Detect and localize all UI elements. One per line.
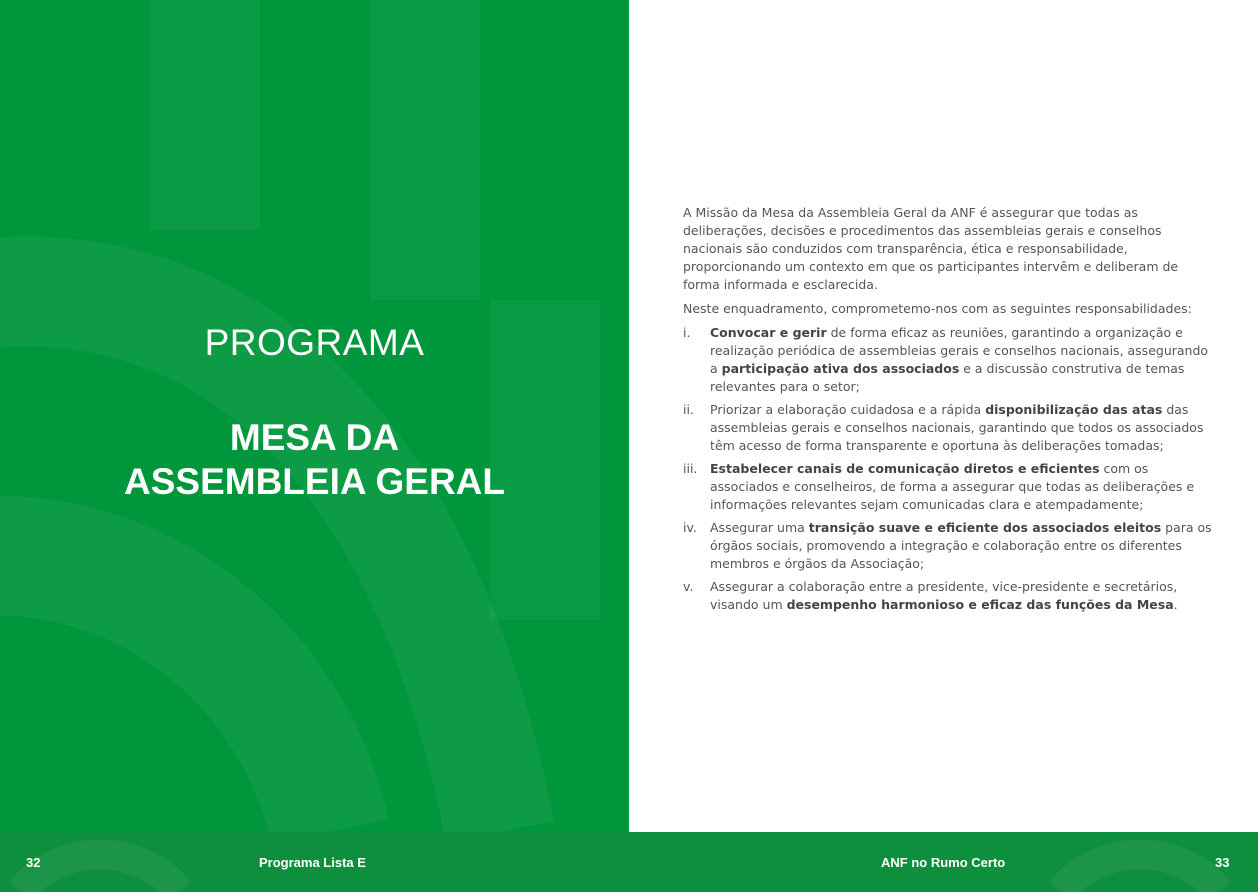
- left-page: [0, 0, 629, 832]
- list-item-emphasis: participação ativa dos associados: [721, 361, 960, 376]
- list-item-text: e a discussão construtiva de temas relevantes para o setor;: [710, 361, 1185, 394]
- list-item-emphasis: desempenho harmonioso e eficaz das funções da Mesa: [786, 597, 1174, 612]
- list-item-number: ii.: [683, 402, 694, 417]
- list-item: [683, 401, 1213, 455]
- list-item-text: Assegurar uma: [710, 520, 809, 535]
- page-title-line-2: ASSEMBLEIA GERAL: [124, 461, 505, 502]
- list-item-text: com os associados e conselheiros, de forma a assegurar que todas as deliberações e informações relevantes sejam comunicadas clara e atempadamente;: [710, 461, 1195, 512]
- page-title-line-1: MESA DA: [229, 417, 400, 458]
- list-item-text: das assembleias gerais e conselhos nacionais, garantindo que todos os associados têm acesso de forma transparente e oportuna às deliberações tomadas;: [710, 402, 1204, 453]
- list-item-emphasis: disponibilização das atas: [985, 402, 1163, 417]
- responsibilities-list: [683, 324, 1213, 614]
- list-item-emphasis: Convocar e gerir: [710, 325, 827, 340]
- section-kicker: PROGRAMA: [204, 322, 425, 363]
- lead-paragraph: Neste enquadramento, comprometemo-nos com as seguintes responsabilidades:: [683, 301, 1192, 316]
- list-item-text: para os órgãos sociais, promovendo a integração e colaboração entre os diferentes membros e órgãos da Associação;: [710, 520, 1212, 571]
- list-item-emphasis: transição suave e eficiente dos associados eleitos: [808, 520, 1162, 535]
- footer-bar: [0, 832, 1258, 892]
- list-item-number: v.: [683, 579, 694, 594]
- body-text: [683, 204, 1213, 619]
- list-item-text: .: [1173, 597, 1178, 612]
- list-item-emphasis: Estabelecer canais de comunicação diretos e eficientes: [710, 461, 1100, 476]
- list-item-text: Priorizar a elaboração cuidadosa e a rápida: [710, 402, 986, 417]
- footer-label-left: Programa Lista E: [259, 855, 366, 870]
- list-item-number: i.: [683, 325, 691, 340]
- list-item: [683, 460, 1213, 514]
- footer-label-right: ANF no Rumo Certo: [881, 855, 1006, 870]
- list-item-number: iv.: [683, 520, 697, 535]
- list-item: [683, 324, 1213, 396]
- intro-paragraph: A Missão da Mesa da Assembleia Geral da ANF é assegurar que todas as deliberações, decisões e procedimentos das assembleias gerais e conselhos nacionais são conduzidos com transparência, ética e responsabilidade, proporcionando um contexto em que os participantes intervêm e deliberam de forma informada e esclarecida.: [683, 205, 1179, 292]
- page-title: [0, 416, 629, 504]
- title-block: [0, 322, 629, 504]
- footer-decoration: [0, 832, 1258, 892]
- list-item-text: Assegurar a colaboração entre a presidente, vice-presidente e secretários, visando um: [710, 579, 1178, 612]
- list-item-number: iii.: [683, 461, 698, 476]
- list-item: [683, 519, 1213, 573]
- list-item-text: de forma eficaz as reuniões, garantindo a organização e realização periódica de assembleias gerais e conselhos nacionais, assegurando a: [710, 325, 1209, 376]
- right-page: [629, 0, 1258, 832]
- page-number-left: 32: [26, 855, 41, 870]
- page-number-right: 33: [1215, 855, 1230, 870]
- list-item: [683, 578, 1213, 614]
